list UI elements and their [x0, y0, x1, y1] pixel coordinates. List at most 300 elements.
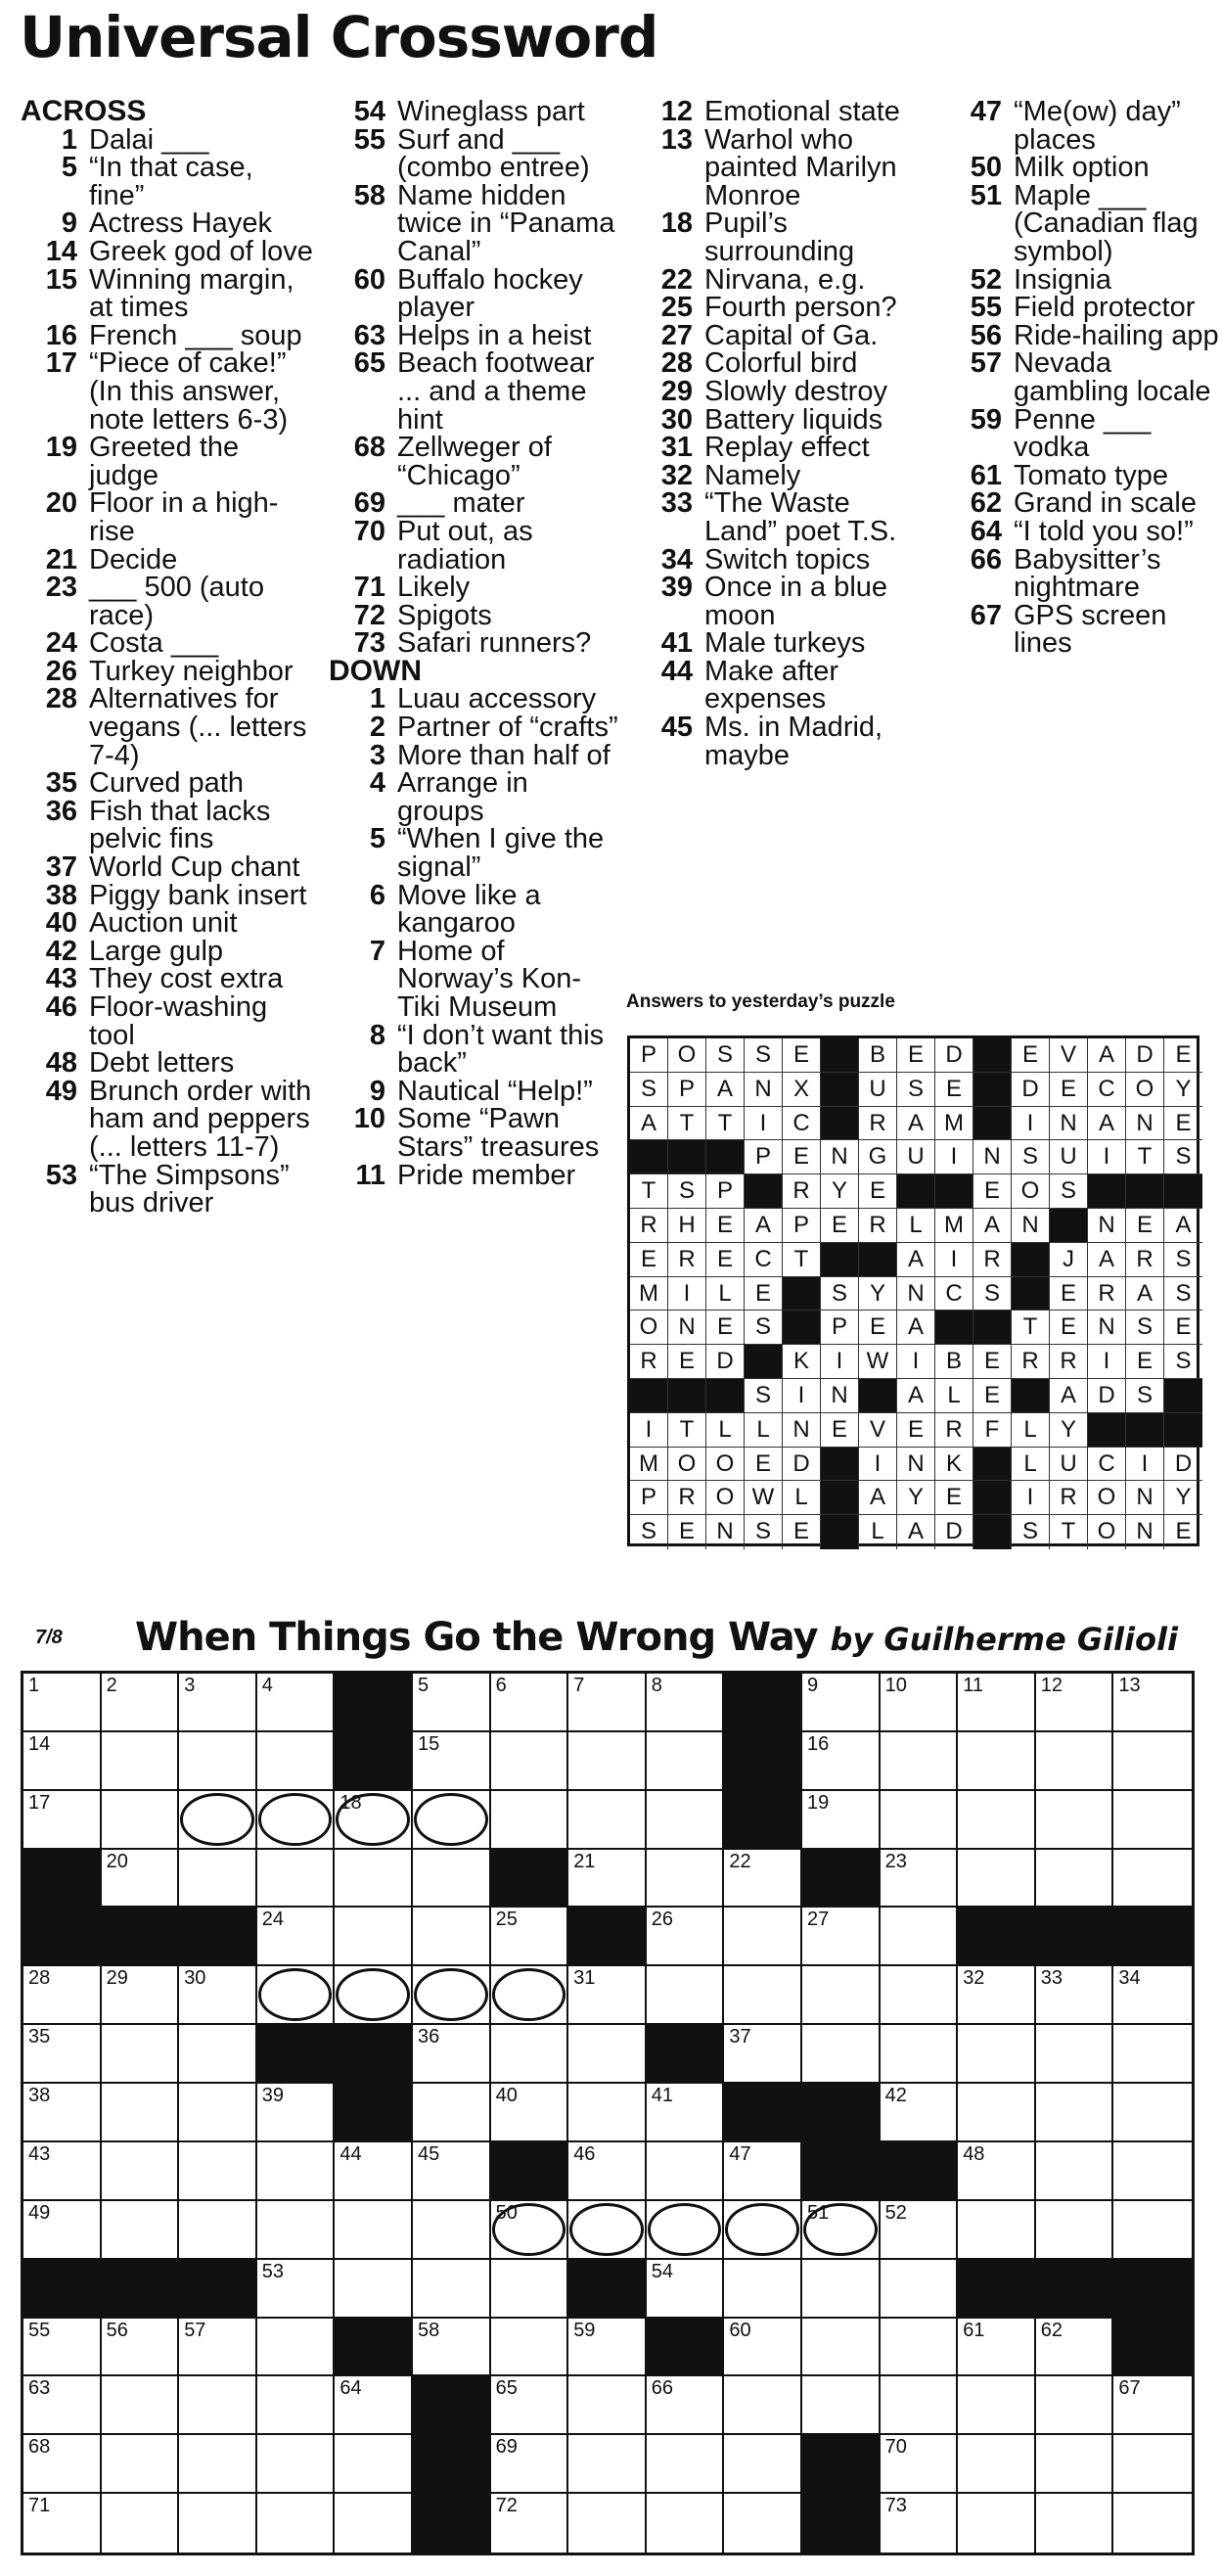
grid-cell[interactable] — [179, 1791, 257, 1850]
grid-cell[interactable] — [413, 2025, 491, 2084]
grid-cell[interactable] — [257, 2319, 336, 2377]
grid-cell[interactable] — [568, 2084, 647, 2142]
grid-cell[interactable] — [881, 2201, 959, 2260]
down-clue-57[interactable] — [945, 349, 1222, 405]
grid-cell[interactable] — [881, 1966, 959, 2025]
down-clue-7[interactable] — [329, 935, 622, 1023]
down-clue-34[interactable] — [636, 543, 929, 575]
grid-cell[interactable] — [23, 2494, 102, 2553]
grid-cell[interactable] — [491, 2494, 569, 2553]
grid-cell[interactable] — [491, 2376, 569, 2435]
answer-block — [821, 1073, 859, 1107]
grid-cell[interactable] — [647, 1674, 725, 1732]
across-clue-73[interactable] — [329, 629, 622, 658]
grid-cell[interactable] — [413, 1674, 491, 1732]
answer-block — [973, 1311, 1012, 1345]
grid-cell[interactable] — [802, 1674, 881, 1732]
grid-cell[interactable] — [1036, 1850, 1114, 1909]
cell-number: 55 — [28, 2319, 51, 2341]
grid-cell[interactable] — [1113, 2084, 1192, 2142]
across-clue-23[interactable] — [21, 574, 314, 629]
down-clue-4[interactable] — [329, 769, 622, 825]
grid-cell[interactable] — [102, 2494, 180, 2553]
down-clue-32[interactable] — [636, 459, 929, 491]
down-clue-47[interactable] — [945, 98, 1222, 154]
across-clue-17[interactable] — [21, 349, 314, 434]
grid-cell[interactable] — [491, 2435, 569, 2494]
grid-cell[interactable] — [568, 2142, 647, 2201]
across-clue-15[interactable] — [21, 263, 314, 324]
across-clue-40[interactable] — [21, 909, 314, 938]
clue-number: 47 — [970, 96, 1002, 127]
down-clue-30[interactable] — [636, 403, 929, 436]
grid-cell[interactable] — [335, 2260, 413, 2319]
grid-cell[interactable] — [647, 2142, 725, 2201]
across-clue-49[interactable] — [21, 1075, 314, 1163]
clue-text: World Cup chant — [89, 851, 300, 884]
grid-cell[interactable] — [802, 2260, 881, 2319]
grid-cell[interactable] — [257, 1674, 336, 1732]
down-clue-31[interactable] — [636, 434, 929, 462]
clue-text: “In that case, fine” — [89, 152, 253, 211]
down-clue-33[interactable] — [636, 489, 929, 545]
grid-cell[interactable] — [958, 2084, 1036, 2142]
down-clue-62[interactable] — [945, 489, 1222, 518]
grid-cell[interactable] — [257, 1966, 336, 2025]
grid-cell[interactable] — [1113, 2376, 1192, 2435]
grid-cell[interactable] — [23, 2142, 102, 2201]
grid-cell[interactable] — [881, 1674, 959, 1732]
grid-cell[interactable] — [413, 2319, 491, 2377]
grid-cell[interactable] — [257, 2084, 336, 2142]
down-clue-8[interactable] — [329, 1019, 622, 1080]
grid-cell[interactable] — [23, 1966, 102, 2025]
answer-block — [935, 1311, 973, 1345]
grid-cell[interactable] — [23, 2201, 102, 2260]
grid-cell[interactable] — [23, 2025, 102, 2084]
down-clue-27[interactable] — [636, 319, 929, 351]
across-clue-37[interactable] — [21, 853, 314, 882]
across-clue-72[interactable] — [329, 599, 622, 631]
answer-cell: E — [706, 1209, 745, 1243]
grid-cell[interactable] — [1113, 1674, 1192, 1732]
down-clue-11[interactable] — [329, 1159, 622, 1191]
grid-cell[interactable] — [958, 2494, 1036, 2553]
grid-cell[interactable] — [647, 2376, 725, 2435]
grid-cell[interactable] — [647, 2435, 725, 2494]
grid-cell[interactable] — [102, 1850, 180, 1909]
down-clue-51[interactable] — [945, 179, 1222, 267]
grid-cell[interactable] — [179, 2025, 257, 2084]
grid-cell[interactable] — [1036, 1674, 1114, 1732]
grid-cell[interactable] — [568, 2435, 647, 2494]
grid-cell[interactable] — [958, 1791, 1036, 1850]
grid-cell[interactable] — [724, 2142, 802, 2201]
down-clue-50[interactable] — [945, 154, 1222, 182]
grid-cell[interactable] — [958, 1850, 1036, 1909]
grid-cell[interactable] — [647, 1791, 725, 1850]
across-clue-46[interactable] — [21, 993, 314, 1049]
grid-cell[interactable] — [491, 2260, 569, 2319]
grid-cell[interactable] — [102, 2142, 180, 2201]
grid-cell[interactable] — [102, 2084, 180, 2142]
down-clue-12[interactable] — [636, 98, 929, 126]
grid-cell[interactable] — [958, 1732, 1036, 1791]
grid-cell[interactable] — [958, 2142, 1036, 2201]
grid-cell[interactable] — [647, 1908, 725, 1966]
down-clue-10[interactable] — [329, 1105, 622, 1161]
grid-cell[interactable] — [568, 1674, 647, 1732]
grid-cell[interactable] — [958, 1674, 1036, 1732]
grid-cell[interactable] — [179, 2435, 257, 2494]
grid-cell[interactable] — [881, 1908, 959, 1966]
grid-cell[interactable] — [1036, 1732, 1114, 1791]
across-clue-21[interactable] — [21, 543, 314, 575]
down-clue-67[interactable] — [945, 599, 1222, 660]
grid-cell[interactable] — [257, 2201, 336, 2260]
across-clue-71[interactable] — [329, 574, 622, 602]
down-clue-39[interactable] — [636, 574, 929, 629]
grid-cell[interactable] — [958, 2201, 1036, 2260]
across-clue-38[interactable] — [21, 879, 314, 911]
grid-cell[interactable] — [1036, 2201, 1114, 2260]
grid-cell[interactable] — [724, 1966, 802, 2025]
grid-cell[interactable] — [335, 2435, 413, 2494]
answer-block — [706, 1140, 745, 1174]
grid-cell[interactable] — [802, 1908, 881, 1966]
grid-cell[interactable] — [413, 1966, 491, 2025]
grid-cell[interactable] — [491, 2025, 569, 2084]
grid-cell[interactable] — [23, 2319, 102, 2377]
grid-cell[interactable] — [724, 1850, 802, 1909]
answer-cell: P — [821, 1311, 859, 1345]
grid-cell[interactable] — [491, 1732, 569, 1791]
grid-cell[interactable] — [802, 2025, 881, 2084]
across-clue-48[interactable] — [21, 1049, 314, 1078]
grid-cell[interactable] — [179, 2494, 257, 2553]
down-clue-29[interactable] — [636, 375, 929, 407]
cell-number: 35 — [28, 2026, 51, 2048]
grid-cell[interactable] — [335, 1966, 413, 2025]
down-clue-52[interactable] — [945, 263, 1222, 296]
grid-cell[interactable] — [335, 2142, 413, 2201]
grid-cell[interactable] — [179, 1966, 257, 2025]
clue-text: ___ mater — [397, 487, 525, 520]
grid-cell[interactable] — [491, 1908, 569, 1966]
down-clue-55[interactable] — [945, 294, 1222, 322]
down-clue-2[interactable] — [329, 713, 622, 742]
grid-cell[interactable] — [102, 1674, 180, 1732]
grid-cell[interactable] — [102, 1966, 180, 2025]
grid-cell[interactable] — [413, 1908, 491, 1966]
across-clue-63[interactable] — [329, 319, 622, 351]
grid-cell[interactable] — [958, 2435, 1036, 2494]
grid-cell[interactable] — [1113, 1791, 1192, 1850]
grid-cell[interactable] — [802, 2319, 881, 2377]
grid-cell[interactable] — [1036, 1966, 1114, 2025]
down-clue-13[interactable] — [636, 123, 929, 211]
grid-cell[interactable] — [1113, 2142, 1192, 2201]
across-clue-70[interactable] — [329, 515, 622, 575]
across-clue-16[interactable] — [21, 319, 314, 351]
grid-cell[interactable] — [491, 1966, 569, 2025]
grid-cell[interactable] — [1113, 2025, 1192, 2084]
grid-cell[interactable] — [179, 1732, 257, 1791]
grid-cell[interactable] — [179, 2376, 257, 2435]
grid-cell[interactable] — [491, 2201, 569, 2260]
grid-cell[interactable] — [491, 1674, 569, 1732]
grid-cell[interactable] — [568, 2025, 647, 2084]
down-clue-61[interactable] — [945, 459, 1222, 491]
across-clue-55[interactable] — [329, 123, 622, 184]
grid-cell[interactable] — [881, 2084, 959, 2142]
grid-cell[interactable] — [413, 1850, 491, 1909]
grid-cell[interactable] — [23, 1674, 102, 1732]
across-clue-36[interactable] — [21, 795, 314, 855]
grid-cell[interactable] — [647, 1850, 725, 1909]
down-clue-22[interactable] — [636, 263, 929, 296]
grid-cell[interactable] — [102, 2376, 180, 2435]
grid-cell[interactable] — [647, 1966, 725, 2025]
cell-number: 61 — [963, 2319, 985, 2341]
grid-cell[interactable] — [335, 1850, 413, 1909]
grid-cell[interactable] — [335, 2201, 413, 2260]
grid-cell[interactable] — [23, 2435, 102, 2494]
down-clue-6[interactable] — [329, 879, 622, 940]
grid-cell[interactable] — [102, 2025, 180, 2084]
answer-cell: P — [630, 1038, 668, 1073]
down-clue-66[interactable] — [945, 543, 1222, 604]
clue-number: 32 — [660, 459, 693, 491]
grid-cell[interactable] — [958, 2025, 1036, 2084]
grid-cell[interactable] — [1036, 2494, 1114, 2553]
grid-cell[interactable] — [23, 1732, 102, 1791]
cell-number: 68 — [28, 2436, 51, 2459]
grid-cell[interactable] — [257, 2494, 336, 2553]
across-clue-35[interactable] — [21, 769, 314, 798]
down-clue-45[interactable] — [636, 713, 929, 769]
across-clue-26[interactable] — [21, 655, 314, 687]
down-clue-5[interactable] — [329, 823, 622, 884]
grid-cell[interactable] — [724, 2260, 802, 2319]
grid-cell[interactable] — [257, 1732, 336, 1791]
grid-cell[interactable] — [647, 2260, 725, 2319]
grid-cell[interactable] — [257, 1908, 336, 1966]
answer-cell: P — [783, 1209, 821, 1243]
grid-cell[interactable] — [958, 1966, 1036, 2025]
grid-cell[interactable] — [647, 1732, 725, 1791]
grid-cell[interactable] — [1036, 2084, 1114, 2142]
grid-cell[interactable] — [102, 1732, 180, 1791]
grid-cell[interactable] — [491, 2319, 569, 2377]
across-clue-60[interactable] — [329, 263, 622, 324]
answer-block — [821, 1107, 859, 1141]
grid-cell[interactable] — [179, 2201, 257, 2260]
grid-cell[interactable] — [335, 1908, 413, 1966]
grid-cell[interactable] — [413, 2260, 491, 2319]
across-clue-1[interactable] — [21, 123, 314, 156]
grid-cell[interactable] — [647, 2494, 725, 2553]
grid-cell[interactable] — [1113, 2201, 1192, 2260]
grid-cell[interactable] — [491, 1791, 569, 1850]
grid-cell[interactable] — [179, 2142, 257, 2201]
grid-cell[interactable] — [102, 1791, 180, 1850]
grid-cell[interactable] — [257, 2142, 336, 2201]
grid-cell[interactable] — [724, 1908, 802, 1966]
clue-number: 48 — [45, 1047, 77, 1080]
grid-cell[interactable] — [1036, 2435, 1114, 2494]
grid-cell[interactable] — [413, 2142, 491, 2201]
across-clue-19[interactable] — [21, 434, 314, 489]
grid-cell[interactable] — [257, 2435, 336, 2494]
grid-cell[interactable] — [1036, 2319, 1114, 2377]
grid-cell[interactable] — [413, 1732, 491, 1791]
grid-cell[interactable] — [1113, 1732, 1192, 1791]
down-clue-56[interactable] — [945, 319, 1222, 351]
grid-cell[interactable] — [724, 2435, 802, 2494]
grid-cell[interactable] — [257, 2260, 336, 2319]
grid-cell[interactable] — [335, 1791, 413, 1850]
down-clue-18[interactable] — [636, 209, 929, 265]
answer-cell: M — [935, 1107, 973, 1141]
across-clue-28[interactable] — [21, 685, 314, 769]
grid-cell[interactable] — [881, 2025, 959, 2084]
grid-cell[interactable] — [102, 2201, 180, 2260]
clue-text: Slowly destroy — [704, 375, 887, 407]
grid-cell[interactable] — [568, 1791, 647, 1850]
grid-cell[interactable] — [257, 1850, 336, 1909]
grid-cell[interactable] — [724, 2494, 802, 2553]
grid-cell[interactable] — [568, 1732, 647, 1791]
grid-cell[interactable] — [568, 1850, 647, 1909]
grid-cell[interactable] — [1036, 1791, 1114, 1850]
cell-number: 67 — [1118, 2377, 1141, 2400]
grid-cell[interactable] — [881, 1850, 959, 1909]
grid-cell[interactable] — [647, 2084, 725, 2142]
grid-cell[interactable] — [802, 1966, 881, 2025]
cell-number: 12 — [1040, 1675, 1064, 1696]
grid-cell[interactable] — [491, 2084, 569, 2142]
grid-cell[interactable] — [1113, 1966, 1192, 2025]
grid-cell[interactable] — [958, 2376, 1036, 2435]
grid-cell[interactable] — [413, 2201, 491, 2260]
grid-cell[interactable] — [647, 2201, 725, 2260]
answer-block — [821, 1481, 859, 1515]
grid-cell[interactable] — [881, 2319, 959, 2377]
answer-block — [859, 1243, 897, 1277]
across-clue-58[interactable] — [329, 179, 622, 267]
across-clue-42[interactable] — [21, 935, 314, 967]
across-clue-20[interactable] — [21, 489, 314, 545]
down-clue-1[interactable] — [329, 685, 622, 713]
grid-cell[interactable] — [881, 1791, 959, 1850]
grid-cell[interactable] — [257, 1791, 336, 1850]
grid-cell[interactable] — [179, 2319, 257, 2377]
grid-cell[interactable] — [179, 1674, 257, 1732]
clue-text: Switch topics — [704, 543, 871, 575]
grid-cell[interactable] — [568, 2319, 647, 2377]
cell-number: 51 — [807, 2201, 830, 2224]
grid-cell[interactable] — [568, 2201, 647, 2260]
grid-cell[interactable] — [802, 1732, 881, 1791]
grid-cell[interactable] — [881, 2494, 959, 2553]
grid-cell[interactable] — [724, 2201, 802, 2260]
across-clue-14[interactable] — [21, 235, 314, 267]
grid-cell[interactable] — [881, 2435, 959, 2494]
down-clue-3[interactable] — [329, 739, 622, 771]
grid-cell[interactable] — [881, 2260, 959, 2319]
down-clue-9[interactable] — [329, 1075, 622, 1107]
clue-text: Grand in scale — [1014, 487, 1197, 520]
grid-cell[interactable] — [102, 2319, 180, 2377]
grid-cell[interactable] — [802, 1791, 881, 1850]
grid-cell[interactable] — [724, 2025, 802, 2084]
across-clue-68[interactable] — [329, 434, 622, 489]
grid-cell[interactable] — [1036, 2142, 1114, 2201]
across-clue-54[interactable] — [329, 98, 622, 126]
grid-cell[interactable] — [257, 2376, 336, 2435]
grid-cell[interactable] — [568, 2494, 647, 2553]
grid-cell[interactable] — [1036, 2376, 1114, 2435]
grid-cell[interactable] — [413, 2084, 491, 2142]
grid-cell[interactable] — [881, 1732, 959, 1791]
grid-cell[interactable] — [413, 1791, 491, 1850]
clue-text: Debt letters — [89, 1047, 235, 1080]
grid-cell[interactable] — [802, 2376, 881, 2435]
down-clue-28[interactable] — [636, 349, 929, 378]
grid-cell[interactable] — [179, 2084, 257, 2142]
answer-block — [1088, 1174, 1126, 1209]
down-clue-44[interactable] — [636, 655, 929, 715]
grid-cell[interactable] — [1036, 2025, 1114, 2084]
grid-cell[interactable] — [958, 2319, 1036, 2377]
down-clue-59[interactable] — [945, 403, 1222, 464]
grid-cell[interactable] — [1113, 1850, 1192, 1909]
down-clue-41[interactable] — [636, 629, 929, 658]
grid-cell[interactable] — [568, 1966, 647, 2025]
across-clue-43[interactable] — [21, 965, 314, 993]
across-clue-53[interactable] — [21, 1159, 314, 1219]
cell-number: 63 — [28, 2377, 51, 2400]
answer-block — [973, 1481, 1012, 1515]
across-clue-9[interactable] — [21, 209, 314, 238]
cell-number: 29 — [106, 1967, 128, 1990]
across-clue-24[interactable] — [21, 629, 314, 658]
grid-cell[interactable] — [23, 2376, 102, 2435]
across-clue-5[interactable] — [21, 154, 314, 209]
grid-cell[interactable] — [335, 2376, 413, 2435]
down-clue-25[interactable] — [636, 294, 929, 322]
down-clue-64[interactable] — [945, 515, 1222, 547]
grid-cell[interactable] — [568, 2376, 647, 2435]
grid-cell[interactable] — [802, 2201, 881, 2260]
across-clue-69[interactable] — [329, 489, 622, 518]
across-clue-65[interactable] — [329, 349, 622, 434]
grid-cell[interactable] — [23, 2084, 102, 2142]
answer-block — [821, 1515, 859, 1549]
answer-cell: A — [1088, 1038, 1126, 1073]
grid-cell[interactable] — [1113, 2435, 1192, 2494]
clue-text: Once in a blue moon — [704, 572, 888, 631]
grid-cell[interactable] — [179, 1850, 257, 1909]
grid-cell[interactable] — [881, 2376, 959, 2435]
grid-cell[interactable] — [23, 1791, 102, 1850]
grid-cell[interactable] — [1113, 2494, 1192, 2553]
grid-cell[interactable] — [724, 2376, 802, 2435]
grid-cell[interactable] — [724, 2319, 802, 2377]
grid-cell[interactable] — [102, 2435, 180, 2494]
grid-cell[interactable] — [335, 2494, 413, 2553]
